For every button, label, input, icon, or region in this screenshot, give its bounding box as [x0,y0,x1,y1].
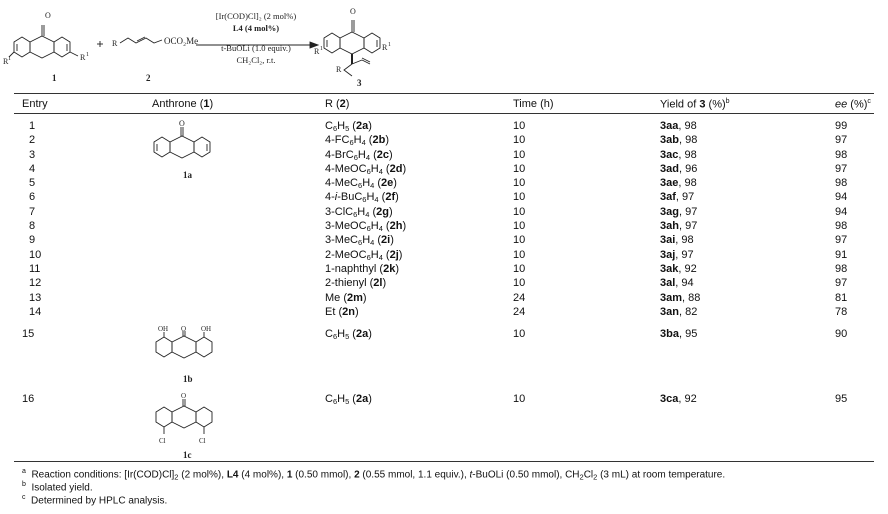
anthrone-1b-structure [152,324,222,381]
anthrone-1c-structure [152,392,222,457]
row-9-time: 10 [513,234,526,247]
header-anthrone: Anthrone (1) [152,98,214,110]
row-7-yield: 3ag, 97 [660,205,698,218]
svg-text:R: R [112,39,118,48]
row-11-yield: 3ak, 92 [660,262,697,275]
time-column [513,119,525,319]
row-15-r: $C_6H_5$ (2a) [325,328,372,341]
row-14-yield: 3an, 82 [660,305,698,318]
svg-text:R: R [314,47,320,56]
row-11-r: 1-naphthyl (2k) [325,262,400,275]
row-12-ee: 97 [835,277,848,290]
row-9-yield: 3ai, 98 [660,234,694,247]
svg-text:O: O [181,392,187,400]
row-10-yield: 3aj, 97 [660,248,694,261]
row-10-ee: 91 [835,248,848,261]
svg-text:O: O [45,11,51,20]
row-4-time: 10 [513,162,526,175]
row-15-entry: 15 [22,328,35,340]
row-5-yield: 3ae, 98 [660,177,697,190]
row-5-ee: 98 [835,177,848,190]
row-4-ee: 97 [835,162,848,175]
compound-3-label: 3 [357,78,362,88]
svg-text:R: R [80,53,86,62]
row-4-r: $4-MeOC_6H_4$ (2d) [325,162,407,176]
table-bottom-rule [14,461,874,462]
row-11-entry: 11 [29,262,41,275]
svg-text:O: O [179,119,185,128]
table-top-rule [14,93,874,94]
row-15-yield: 3ba, 95 [660,328,698,340]
r-column [325,119,406,319]
row-13-ee: 81 [835,291,848,304]
row-3-ee: 98 [835,148,848,161]
row-5-entry: 5 [29,177,36,190]
compound-2-label: 2 [146,73,151,83]
row-14-entry: 14 [29,305,42,318]
header-yield: Yield of 3 (%)$^b$ [660,98,730,111]
header-r: R (2) [325,98,350,110]
row-4-yield: 3ad, 96 [660,162,698,175]
row-3-time: 10 [513,148,526,161]
row-7-entry: 7 [29,205,36,218]
row-13-time: 24 [513,291,526,304]
svg-text:1: 1 [8,56,11,62]
row-12-yield: 3al, 94 [660,277,694,290]
condition-solvent: CH₂Cl₂, r.t. [236,55,276,65]
header-time: Time (h) [513,98,554,110]
row-8-ee: 98 [835,220,848,233]
row-3-yield: 3ac, 98 [660,148,697,161]
row-15-ee: 90 [835,328,848,340]
row-1-yield: 3aa, 98 [660,120,697,132]
svg-text:R: R [3,57,9,66]
row-9-entry: 9 [29,234,36,247]
entry-column [29,119,41,319]
row-8-r: $3-MeOC_6H_4$ (2h) [325,220,407,234]
row-13-entry: 13 [29,291,42,304]
row-2-r: $4-FC_6H_4$ (2b) [325,134,389,148]
row-16-r: $C_6H_5$ (2a) [325,393,372,406]
row-14-r: Et (2n) [325,305,359,318]
header-entry: Entry [22,98,48,110]
row-7-time: 10 [513,205,526,218]
svg-text:Cl: Cl [159,437,166,445]
row-10-entry: 10 [29,248,42,261]
row-12-r: 2-thienyl (2l) [325,277,387,290]
compound-1-label: 1 [52,73,57,83]
row-11-ee: 98 [835,262,848,275]
svg-text:O: O [181,325,187,333]
row-3-r: $4-BrC_6H_4$ (2c) [325,148,393,162]
row-5-time: 10 [513,177,526,190]
row-10-time: 10 [513,248,526,261]
anthrone-1a-label: 1a [183,170,192,180]
row-2-entry: 2 [29,134,36,147]
row-8-entry: 8 [29,220,36,233]
row-11-time: 10 [513,262,526,275]
row-13-r: Me (2m) [325,291,367,304]
row-12-time: 10 [513,277,526,290]
row-6-yield: 3af, 97 [660,191,695,204]
svg-text:1: 1 [388,42,391,48]
row-12-entry: 12 [29,277,42,290]
svg-text:1: 1 [86,52,89,58]
anthrone-1b-label: 1b [183,374,193,384]
reagent-2-label: OCO₂Me [164,36,199,46]
row-9-ee: 97 [835,234,848,247]
row-2-yield: 3ab, 98 [660,134,698,147]
svg-text:R: R [336,65,342,74]
row-6-ee: 94 [835,191,848,204]
row-6-time: 10 [513,191,526,204]
svg-text:1: 1 [320,46,323,52]
condition-catalyst: [Ir(COD)Cl]₂ (2 mol%) [215,11,297,21]
row-2-time: 10 [513,134,526,147]
row-1-ee: 99 [835,120,848,132]
condition-base: t-BuOLi (1.0 equiv.) [221,43,291,53]
row-1-time: 10 [513,120,526,132]
row-8-time: 10 [513,220,526,233]
row-6-r: $4-i-BuC_6H_4$ (2f) [325,191,399,205]
row-7-ee: 94 [835,205,848,218]
ee-column [835,119,847,319]
footnote-c: $^c$ Determined by HPLC analysis. [22,494,168,507]
row-4-entry: 4 [29,162,36,175]
svg-text:O: O [350,7,356,16]
svg-text:R: R [382,43,388,52]
row-1-r: $C_6H_5$ (2a) [325,120,372,133]
row-8-yield: 3ah, 97 [660,220,698,233]
row-14-ee: 78 [835,305,848,318]
svg-text:OH: OH [201,325,212,333]
scheme-graphic [0,0,888,92]
row-16-entry: 16 [22,393,35,405]
header-ee: ee (%)$^c$ [835,98,871,111]
footnote-b: $^b$ Isolated yield. [22,481,93,494]
condition-ligand: L4 (4 mol%) [232,23,280,33]
reaction-scheme [0,0,888,92]
row-9-r: $3-MeC_6H_4$ (2i) [325,234,394,248]
svg-text:Cl: Cl [199,437,206,445]
row-3-entry: 3 [29,148,36,161]
row-5-r: $4-MeC_6H_4$ (2e) [325,177,397,191]
row-16-time: 10 [513,393,526,405]
row-1-entry: 1 [29,120,36,132]
row-7-r: $3-ClC_6H_4$ (2g) [325,205,393,219]
svg-text:OH: OH [158,325,169,333]
row-6-entry: 6 [29,191,36,204]
row-16-ee: 95 [835,393,848,405]
row-14-time: 24 [513,305,526,318]
row-16-yield: 3ca, 92 [660,393,697,405]
row-13-yield: 3am, 88 [660,291,701,304]
reaction-conditions [196,10,316,66]
anthrone-1c-label: 1c [183,450,192,460]
footnote-a: $^a$ Reaction conditions: $[Ir(COD)Cl]_2$ (2 mol%), L4 (4 mol%), 1 (0.50 mmol), 2 (0.55 mmol, 1.1 equiv.), t-BuOLi (0.50 mmol), $CH_2Cl_2$ (3 mL) at room temperature. [22,468,726,482]
table-header-rule [14,113,874,114]
row-15-time: 10 [513,328,526,340]
yield-column [660,119,700,319]
row-10-r: $2-MeOC_6H_4$ (2j) [325,248,403,262]
row-2-ee: 97 [835,134,848,147]
